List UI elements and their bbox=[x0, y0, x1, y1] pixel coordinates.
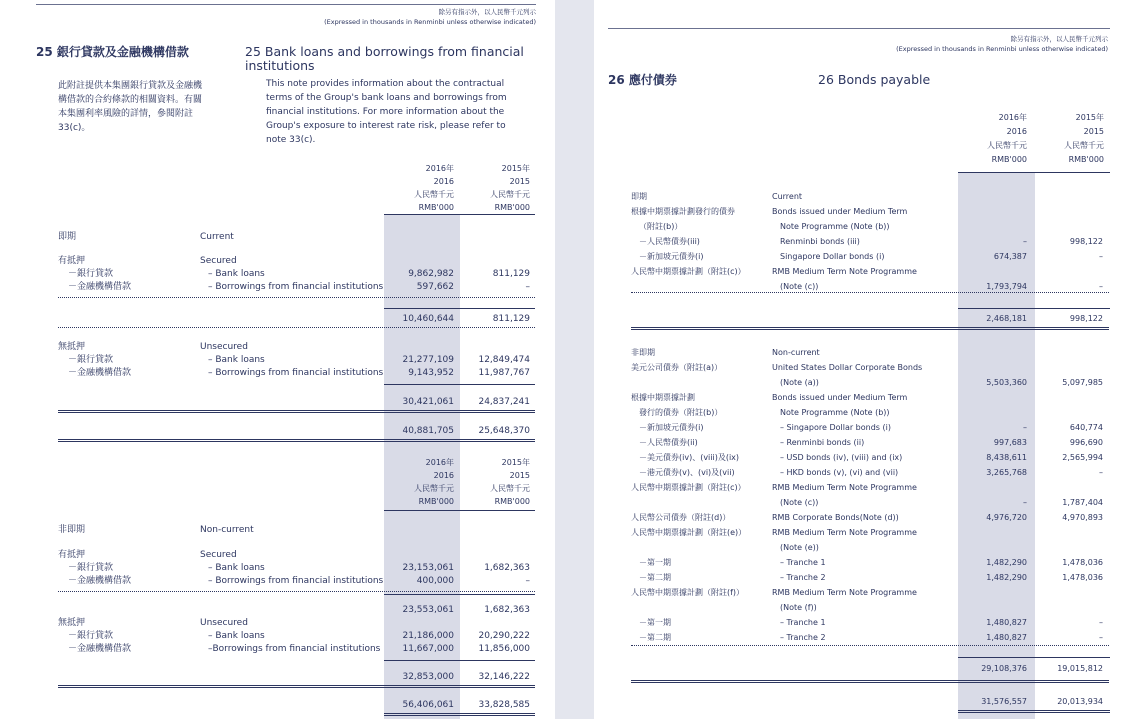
subtotal-rule bbox=[958, 308, 1110, 309]
subtotal-rule bbox=[384, 660, 535, 661]
row-label-en: RMB Medium Term Note Programme bbox=[772, 483, 917, 492]
dotted-rule bbox=[631, 292, 1109, 293]
page-note-en: (Expressed in thousands in Renminbi unless otherwise indicated) bbox=[896, 45, 1108, 53]
secured-en: Secured bbox=[200, 550, 237, 560]
subtotal-2015: 24,837,241 bbox=[478, 397, 530, 407]
noncurrent-cn: 非即期 bbox=[58, 525, 86, 535]
double-rule bbox=[384, 713, 535, 716]
header-rule bbox=[958, 172, 1110, 173]
row-label-cn: 人民幣公司債券（附註(d)） bbox=[631, 513, 731, 522]
grand-total-2016: 56,406,061 bbox=[402, 700, 454, 710]
value-2015: 811,129 bbox=[492, 269, 530, 279]
current-total-2016: 40,881,705 bbox=[402, 426, 454, 436]
double-rule bbox=[958, 710, 1110, 713]
double-rule bbox=[631, 327, 1109, 330]
row-label-en: RMB Medium Term Note Programme bbox=[772, 267, 917, 276]
value-2016: 674,387 bbox=[993, 252, 1027, 261]
row-label-en: Current bbox=[772, 192, 803, 201]
value-2016: 1,482,290 bbox=[986, 573, 1027, 582]
double-rule bbox=[58, 685, 535, 688]
row-label-en: Non-current bbox=[772, 348, 820, 357]
row-label-cn: （附註(b)） bbox=[639, 222, 683, 231]
row-label-cn: 人民幣中期票據計劃（附註(c)） bbox=[631, 483, 746, 492]
row-label-en: – Tranche 1 bbox=[780, 618, 826, 627]
value-2016: 21,186,000 bbox=[402, 631, 454, 641]
value-2015: 11,856,000 bbox=[478, 644, 530, 654]
section-title-cn: 26 應付債券 bbox=[608, 73, 677, 87]
row-label-en: Note Programme (Note (b)) bbox=[780, 408, 890, 417]
row-label-cn: －銀行貸款 bbox=[68, 355, 114, 365]
current-total-2015: 998,122 bbox=[1069, 314, 1103, 323]
subtotal-2016: 32,853,000 bbox=[402, 672, 454, 682]
dotted-rule bbox=[58, 297, 535, 298]
dotted-rule bbox=[631, 645, 1109, 646]
noncurrent-en: Non-current bbox=[200, 525, 254, 535]
page-note-en: (Expressed in thousands in Renminbi unless otherwise indicated) bbox=[324, 18, 536, 26]
value-2016: 8,438,611 bbox=[986, 453, 1027, 462]
row-label-en: – Renminbi bonds (ii) bbox=[780, 438, 865, 447]
value-2016: 5,503,360 bbox=[986, 378, 1027, 387]
value-2015: – bbox=[525, 282, 530, 292]
row-label-cn: －金融機構借款 bbox=[68, 644, 132, 654]
row-label-cn: －第二期 bbox=[639, 573, 671, 582]
intro-en-2: terms of the Group's bank loans and borrowings from bbox=[266, 93, 507, 103]
secured-en: Secured bbox=[200, 256, 237, 266]
row-label-en: – Borrowings from financial institutions bbox=[208, 282, 384, 292]
row-label-en: Renminbi bonds (iii) bbox=[780, 237, 860, 246]
value-2015: 1,787,404 bbox=[1062, 498, 1103, 507]
row-label-cn: －港元債券(v)、(vi)及(vii) bbox=[639, 468, 735, 477]
noncurrent-total-2015: 19,015,812 bbox=[1057, 664, 1103, 673]
value-2015: 1,478,036 bbox=[1062, 573, 1103, 582]
row-label-en: (Note (c)) bbox=[780, 282, 819, 291]
value-2016: – bbox=[1023, 423, 1027, 432]
intro-cn-1: 此附註提供本集團銀行貸款及金融機 bbox=[58, 81, 203, 91]
subtotal-2016: 30,421,061 bbox=[402, 397, 454, 407]
row-label-en: – Bank loans bbox=[208, 269, 265, 279]
row-label-cn: 根據中期票據計劃 bbox=[631, 393, 695, 402]
subtotal-rule bbox=[384, 384, 535, 385]
row-label-en: RMB Corporate Bonds(Note (d)) bbox=[772, 513, 899, 522]
value-2015: – bbox=[525, 576, 530, 586]
row-label-en: – Borrowings from financial institutions bbox=[208, 368, 384, 378]
intro-en-3: financial institutions. For more information about the bbox=[266, 107, 505, 117]
grand-total-2015: 20,013,934 bbox=[1057, 697, 1103, 706]
row-label-cn: －金融機構借款 bbox=[68, 282, 132, 292]
value-2015: 998,122 bbox=[1069, 237, 1103, 246]
value-2015: 640,774 bbox=[1069, 423, 1103, 432]
value-2016: 4,976,720 bbox=[986, 513, 1027, 522]
unsecured-cn: 無抵押 bbox=[58, 342, 86, 352]
value-2015: 12,849,474 bbox=[478, 355, 530, 365]
row-label-cn: －金融機構借款 bbox=[68, 368, 132, 378]
value-2015: – bbox=[1099, 633, 1103, 642]
row-label-cn: 發行的債券（附註(b)） bbox=[639, 408, 723, 417]
row-label-en: –Borrowings from financial institutions bbox=[208, 644, 381, 654]
row-label-en: Singapore Dollar bonds (i) bbox=[780, 252, 885, 261]
secured-cn: 有抵押 bbox=[58, 256, 86, 266]
row-label-cn: 人民幣中期票據計劃（附註(c)） bbox=[631, 267, 746, 276]
row-label-en: – Bank loans bbox=[208, 355, 265, 365]
section-title-en: 26 Bonds payable bbox=[818, 72, 931, 87]
row-label-cn: －第一期 bbox=[639, 618, 671, 627]
row-label-en: – Singapore Dollar bonds (i) bbox=[780, 423, 891, 432]
section-title-cn: 25 銀行貸款及金融機構借款 bbox=[36, 45, 189, 59]
row-label-cn: －第二期 bbox=[639, 633, 671, 642]
header-rule bbox=[384, 214, 535, 215]
row-label-en: – Bank loans bbox=[208, 563, 265, 573]
subtotal-2015: 811,129 bbox=[492, 314, 530, 324]
subtotal-2015: 32,146,222 bbox=[478, 672, 530, 682]
current-en: Current bbox=[200, 232, 234, 242]
page-note-cn: 除另有指示外，以人民幣千元列示 bbox=[1010, 35, 1108, 43]
page-note-cn: 除另有指示外，以人民幣千元列示 bbox=[438, 8, 536, 16]
intro-cn-4: 33(c)。 bbox=[58, 123, 91, 133]
value-2016: 11,667,000 bbox=[402, 644, 454, 654]
row-label-en: (Note (c)) bbox=[780, 498, 819, 507]
col-head-2015: 2015年 2015 人民幣千元 RMB'000 bbox=[490, 164, 530, 212]
value-2015: – bbox=[1099, 618, 1103, 627]
row-label-cn: 即期 bbox=[631, 192, 647, 201]
col-head-2016: 2016年 2016 人民幣千元 RMB'000 bbox=[414, 164, 454, 212]
value-2016: 997,683 bbox=[993, 438, 1027, 447]
value-2016: 400,000 bbox=[416, 576, 454, 586]
row-label-cn: －新加坡元債券(i) bbox=[639, 252, 704, 261]
col-head-2015: 2015年 2015 人民幣千元 RMB'000 bbox=[1064, 113, 1104, 164]
subtotal-2016: 10,460,644 bbox=[402, 314, 454, 324]
current-total-2016: 2,468,181 bbox=[986, 314, 1027, 323]
row-label-en: Bonds issued under Medium Term bbox=[772, 393, 908, 402]
row-label-cn: 美元公司債券（附註(a)） bbox=[631, 363, 723, 372]
row-label-cn: －人民幣債券(ii) bbox=[639, 438, 698, 447]
dotted-rule bbox=[58, 591, 535, 592]
row-label-cn: －銀行貸款 bbox=[68, 269, 114, 279]
row-label-en: United States Dollar Corporate Bonds bbox=[772, 363, 923, 372]
value-2016: – bbox=[1023, 498, 1027, 507]
row-label-en: – Tranche 1 bbox=[780, 558, 826, 567]
row-label-cn: 非即期 bbox=[631, 348, 655, 357]
row-label-en: – USD bonds (iv), (viii) and (ix) bbox=[780, 453, 903, 462]
double-rule bbox=[58, 410, 535, 413]
row-label-cn: －銀行貸款 bbox=[68, 631, 114, 641]
subtotal-rule bbox=[384, 594, 535, 595]
right-page bbox=[594, 0, 1125, 719]
row-label-en: RMB Medium Term Note Programme bbox=[772, 588, 917, 597]
unsecured-cn: 無抵押 bbox=[58, 618, 86, 628]
row-label-en: – Tranche 2 bbox=[780, 573, 826, 582]
unsecured-en: Unsecured bbox=[200, 342, 248, 352]
value-2015: – bbox=[1099, 252, 1103, 261]
value-2016: 1,480,827 bbox=[986, 618, 1027, 627]
header-rule bbox=[384, 510, 535, 511]
secured-cn: 有抵押 bbox=[58, 550, 86, 560]
grand-total-2016: 31,576,557 bbox=[981, 697, 1027, 706]
row-label-en: (Note (e)) bbox=[780, 543, 819, 552]
subtotal-rule bbox=[384, 308, 535, 309]
subtotal-2016: 23,553,061 bbox=[402, 605, 454, 615]
value-2016: 23,153,061 bbox=[402, 563, 454, 573]
value-2016: 597,662 bbox=[416, 282, 454, 292]
unsecured-en: Unsecured bbox=[200, 618, 248, 628]
row-label-cn: －金融機構借款 bbox=[68, 576, 132, 586]
value-2015: 20,290,222 bbox=[478, 631, 530, 641]
current-total-2015: 25,648,370 bbox=[478, 426, 530, 436]
col-head-2015: 2015年 2015 人民幣千元 RMB'000 bbox=[490, 458, 530, 506]
value-2016: 3,265,768 bbox=[986, 468, 1027, 477]
intro-en-4: Group's exposure to interest rate risk, please refer to bbox=[266, 121, 506, 131]
value-2016: 9,143,952 bbox=[408, 368, 454, 378]
subtotal-2015: 1,682,363 bbox=[484, 605, 530, 615]
value-2016: 21,277,109 bbox=[402, 355, 454, 365]
value-2015: 4,970,893 bbox=[1062, 513, 1103, 522]
intro-cn-2: 構借款的合約條款的相關資料。有關 bbox=[58, 95, 203, 105]
row-label-cn: －新加坡元債券(i) bbox=[639, 423, 704, 432]
row-label-en: Bonds issued under Medium Term bbox=[772, 207, 908, 216]
row-label-en: RMB Medium Term Note Programme bbox=[772, 528, 917, 537]
grand-total-2015: 33,828,585 bbox=[478, 700, 530, 710]
row-label-en: Note Programme (Note (b)) bbox=[780, 222, 890, 231]
row-label-en: – HKD bonds (v), (vi) and (vii) bbox=[780, 468, 899, 477]
value-2015: 1,682,363 bbox=[484, 563, 530, 573]
row-label-cn: 根據中期票據計劃發行的債券 bbox=[631, 207, 735, 216]
row-label-cn: －美元債券(iv)、(viii)及(ix) bbox=[639, 453, 740, 462]
value-2016: 1,480,827 bbox=[986, 633, 1027, 642]
intro-en-5: note 33(c). bbox=[266, 135, 316, 145]
row-label-cn: 人民幣中期票據計劃（附註(f)） bbox=[631, 588, 745, 597]
value-2016: – bbox=[1023, 237, 1027, 246]
row-label-en: (Note (f)) bbox=[780, 603, 817, 612]
intro-en-1: This note provides information about the contractual bbox=[266, 79, 505, 89]
top-rule bbox=[608, 28, 1110, 29]
value-2016: 1,482,290 bbox=[986, 558, 1027, 567]
double-rule bbox=[631, 680, 1109, 683]
subtotal-rule bbox=[958, 657, 1110, 658]
value-2015: – bbox=[1099, 282, 1103, 291]
double-rule bbox=[58, 439, 535, 442]
intro-cn-3: 本集團利率風險的詳情，參閱附註 bbox=[58, 109, 194, 119]
row-label-cn: －第一期 bbox=[639, 558, 671, 567]
value-2015: 11,987,767 bbox=[478, 368, 530, 378]
top-rule bbox=[36, 4, 536, 5]
value-2015: – bbox=[1099, 468, 1103, 477]
value-2015: 1,478,036 bbox=[1062, 558, 1103, 567]
section-title-en: 25 Bank loans and borrowings from financial institutions bbox=[245, 44, 524, 73]
dotted-rule bbox=[58, 327, 535, 328]
col-head-2016: 2016年 2016 人民幣千元 RMB'000 bbox=[987, 113, 1027, 164]
row-label-cn: －銀行貸款 bbox=[68, 563, 114, 573]
row-label-en: – Bank loans bbox=[208, 631, 265, 641]
noncurrent-total-2016: 29,108,376 bbox=[981, 664, 1027, 673]
row-label-en: (Note (a)) bbox=[780, 378, 819, 387]
row-label-cn: 人民幣中期票據計劃（附註(e)） bbox=[631, 528, 747, 537]
value-2015: 996,690 bbox=[1069, 438, 1103, 447]
value-2015: 5,097,985 bbox=[1062, 378, 1103, 387]
col-head-2016: 2016年 2016 人民幣千元 RMB'000 bbox=[414, 458, 454, 506]
left-page bbox=[0, 0, 555, 719]
value-2016: 1,793,794 bbox=[986, 282, 1027, 291]
current-cn: 即期 bbox=[58, 232, 77, 242]
value-2015: 2,565,994 bbox=[1062, 453, 1103, 462]
row-label-cn: －人民幣債券(iii) bbox=[639, 237, 700, 246]
row-label-en: – Tranche 2 bbox=[780, 633, 826, 642]
row-label-en: – Borrowings from financial institutions bbox=[208, 576, 384, 586]
value-2016: 9,862,982 bbox=[408, 269, 454, 279]
